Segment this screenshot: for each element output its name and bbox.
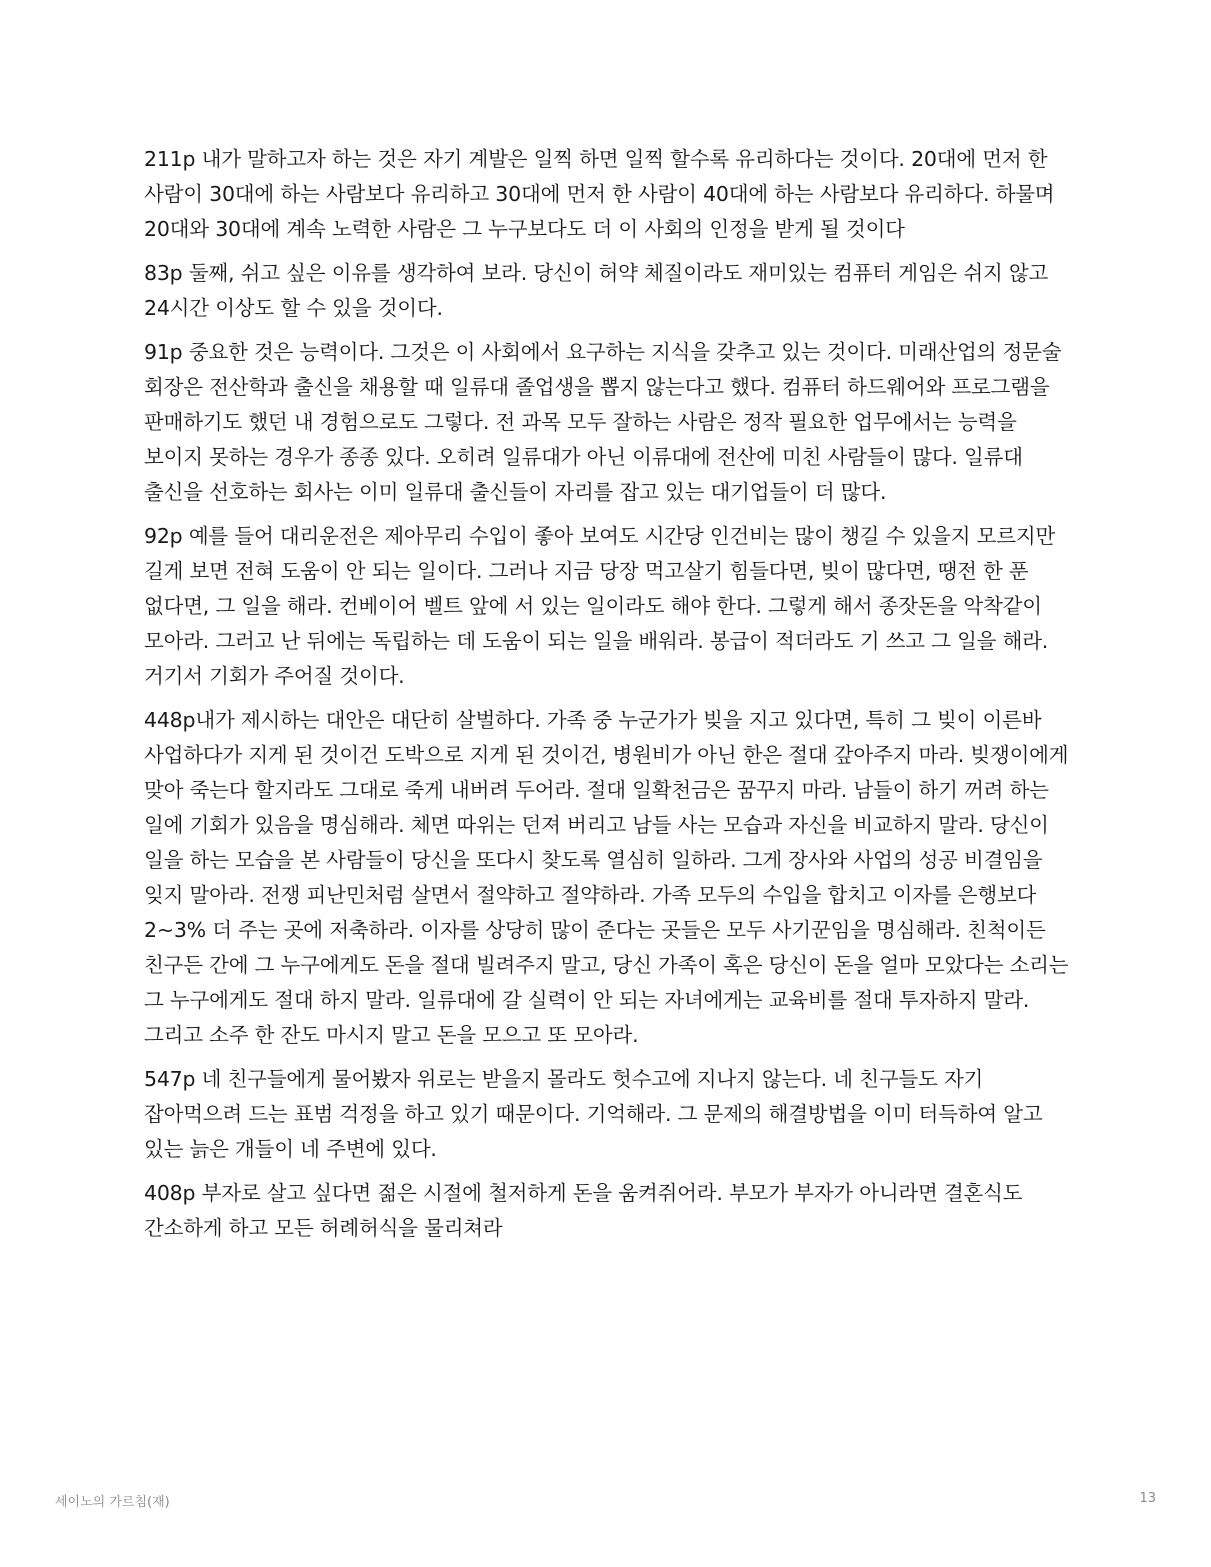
paragraph-408p: 408p 부자로 살고 싶다면 젊은 시절에 철저하게 돈을 움켜쥐어라. 부모가 부자가 아니라면 결혼식도 간소하게 하고 모든 허례허식을 물리쳐라 [144,1181,1023,1240]
paragraph-83p: 83p 둘째, 쉬고 싶은 이유를 생각하여 보라. 당신이 허약 체질이라도 재미있는 컴퓨터 게임은 쉬지 않고 24시간 이상도 할 수 있을 것이다. [144,261,1049,320]
footer-page-number: 13 [1139,1491,1156,1506]
page-body [144,142,1074,1255]
footer-book-title: 세이노의 가르침(재) [55,1495,170,1510]
paragraph-211p: 211p 내가 말하고자 하는 것은 자기 계발은 일찍 하면 일찍 할수록 유리하다는 것이다. 20대에 먼저 한 사람이 30대에 하는 사람보다 유리하고 30대에 먼저 한 사람이 40대에 하는 사람보다 유리하다. 하물며 20대와 30대에 계속 노력한 사람은 그 누구보다도 더 이 사회의 인정을 받게 될 것이다 [144,147,1055,241]
paragraph-448p: 448p내가 제시하는 대안은 대단히 살벌하다. 가족 중 누군가가 빚을 지고 있다면, 특히 그 빚이 이른바 사업하다가 지게 된 것이건 도박으로 지게 된 것이건, 병원비가 아닌 한은 절대 갚아주지 마라. 빚쟁이에게 맞아 죽는다 할지라도 그대로 죽게 내버려 두어라. 절대 일확천금은 꿈꾸지 마라. 남들이 하기 꺼려 하는 일에 기회가 있음을 명심해라. 체면 따위는 던져 버리고 남들 사는 모습과 자신을 비교하지 말라. 당신이 일을 하는 모습을 본 사람들이 당신을 또다시 찾도록 열심히 일하라. 그게 장사와 사업의 성공 비결임을 잊지 말아라. 전쟁 피난민처럼 살면서 절약하고 절약하라. 가족 모두의 수입을 합치고 이자를 은행보다 2~3% 더 주는 곳에 저축하라. 이자를 상당히 많이 준다는 곳들은 모두 사기꾼임을 명심해라. 친척이든 친구든 간에 그 누구에게도 돈을 절대 빌려주지 말고, 당신 가족이 혹은 당신이 돈을 얼마 모았다는 소리는 그 누구에게도 절대 하지 말라. 일류대에 갈 실력이 안 되는 자녀에게는 교육비를 절대 투자하지 말라. 그리고 소주 한 잔도 마시지 말고 돈을 모으고 또 모아라. [144,708,1069,1047]
paragraph-92p: 92p 예를 들어 대리운전은 제아무리 수입이 좋아 보여도 시간당 인건비는 많이 챙길 수 있을지 모르지만 길게 보면 전혀 도움이 안 되는 일이다. 그러나 지금 당장 먹고살기 힘들다면, 빚이 많다면, 땡전 한 푼 없다면, 그 일을 해라. 컨베이어 벨트 앞에 서 있는 일이라도 해야 한다. 그렇게 해서 종잣돈을 악착같이 모아라. 그러고 난 뒤에는 독립하는 데 도움이 되는 일을 배워라. 봉급이 적더라도 기 쓰고 그 일을 해라. 거기서 기회가 주어질 것이다. [144,524,1056,688]
paragraph-547p: 547p 네 친구들에게 물어봤자 위로는 받을지 몰라도 헛수고에 지나지 않는다. 네 친구들도 자기 잡아먹으려 드는 표범 걱정을 하고 있기 때문이다. 기억해라. 그 문제의 해결방법을 이미 터득하여 알고 있는 늙은 개들이 네 주변에 있다. [144,1067,1043,1161]
paragraph-91p: 91p 중요한 것은 능력이다. 그것은 이 사회에서 요구하는 지식을 갖추고 있는 것이다. 미래산업의 정문술 회장은 전산학과 출신을 채용할 때 일류대 졸업생을 뽑지 않는다고 했다. 컴퓨터 하드웨어와 프로그램을 판매하기도 했던 내 경험으로도 그렇다. 전 과목 모두 잘하는 사람은 정작 필요한 업무에서는 능력을 보이지 못하는 경우가 종종 있다. 오히려 일류대가 아닌 이류대에 전산에 미친 사람들이 많다. 일류대 출신을 선호하는 회사는 이미 일류대 출신들이 자리를 잡고 있는 대기업들이 더 많다. [144,340,1062,504]
